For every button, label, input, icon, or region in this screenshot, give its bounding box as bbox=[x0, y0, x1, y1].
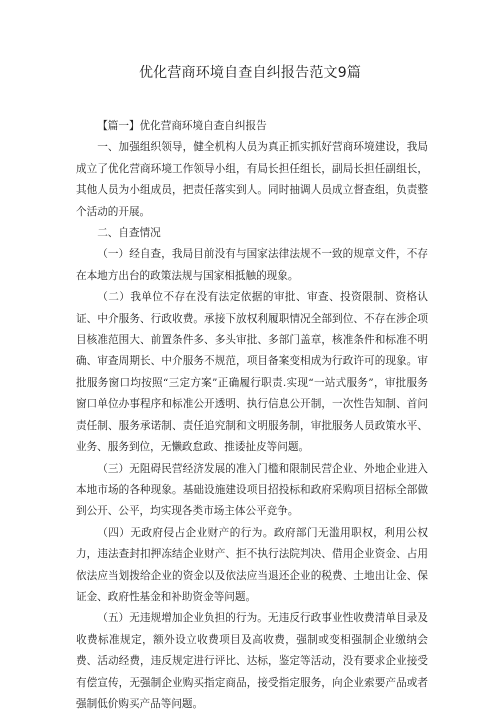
document-title: 优化营商环境自查自纠报告范文9篇 bbox=[138, 65, 362, 81]
paragraph-item-2: （二）我单位不存在没有法定依据的审批、审查、投资限制、资格认证、中介服务、行政收费。承接下放权利履职情况全部到位、不存在涉企项目核准范围大、前置条件多、多头审批、多部门盖章，核准条件和标准不明确、审查周期长、中介服务不规范，项目备案变相成为行政许可的现象。审批服务窗口均按照“三定方案”正确履行职责.实现“一站式服务”，审批服务窗口单位办事程序和标准公开透明、执行信息公开制，一次性告知制、首问责任制、服务承诺制、责任追究制和文明服务制，审批服务人员政策水平、业务、服务到位，无懒政怠政、推诿扯皮等问题。 bbox=[76, 291, 428, 454]
paragraph-item-3: （三）无阻碍民营经济发展的准入门槛和限制民营企业、外地企业进入本地市场的各种现象。基础设施建设项目招投标和政府采购项目招标全部做到公开、公平，均实现各类市场主体公平竞争。 bbox=[76, 462, 428, 518]
paragraph-organization: 一、加强组织领导，健全机构人员为真正抓实抓好营商环境建设，我局成立了优化营商环境工作领导小组，有局长担任组长，副局长担任副组长，其他人员为小组成员，把责任落实到人。同时抽调人员成立督查组，负责整个活动的开展。 bbox=[76, 141, 428, 218]
section-heading-self-check: 二、自查情况 bbox=[97, 227, 161, 240]
document-body bbox=[76, 116, 428, 715]
paragraph-item-1: （一）经自查，我局目前没有与国家法律法规不一致的规章文件，不存在本地方出台的政策法规与国家相抵触的现象。 bbox=[76, 248, 428, 282]
paragraph-item-4: （四）无政府侵占企业财产的行为。政府部门无滥用职权，利用公权力，违法查封扣押冻结企业财产、拒不执行法院判决、借用企业资金、占用依法应当划拨给企业的资金以及依法应当退还企业的税费、土地出让金、保证金、政府性基金和补助资金等问题。 bbox=[76, 526, 428, 603]
paragraph-item-5: （五）无违规增加企业负担的行为。无违反行政事业性收费清单目录及收费标准规定，额外设立收费项目及高收费，强制或变相强制企业缴纳会费、活动经费，违反规定进行评比、达标，鉴定等活动，没有要求企业接受有偿宣传，无强制企业购买指定商品，接受指定服务，向企业索要产品或者强制低价购买产品等问题。 bbox=[76, 612, 428, 710]
chapter-heading: 【篇一】优化营商环境自查自纠报告 bbox=[97, 120, 267, 132]
